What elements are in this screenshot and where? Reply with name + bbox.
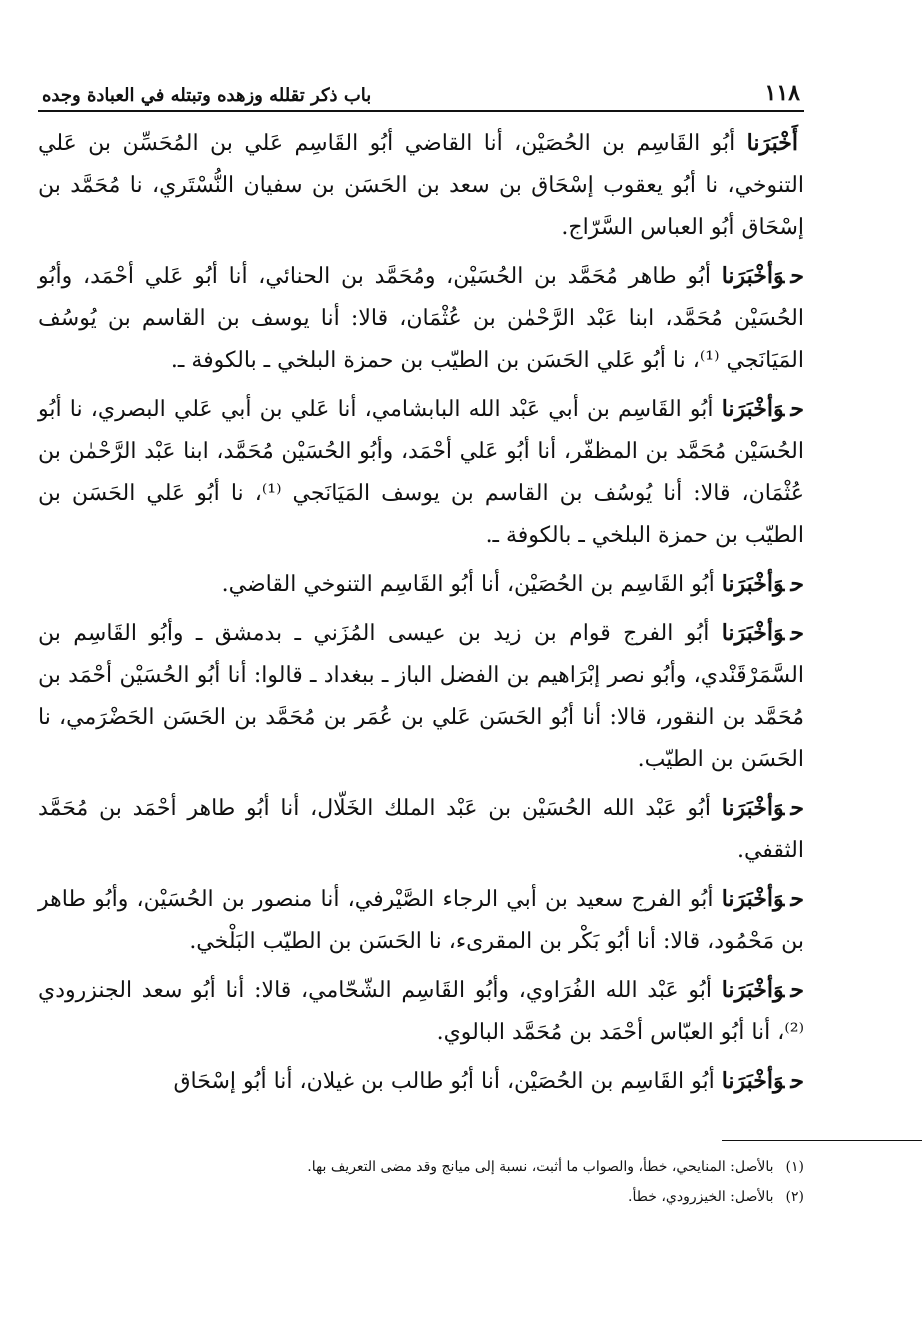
paragraph-text: أبُو الفرج قوام بن زيد بن عيسى المُزَني ـ بدمشق ـ وأبُو القَاسِم بن السَّمَرْقَنْدي، وأبُو نصر إبْرَاهيم بن الفضل الباز ـ ببغداد ـ قالوا: أنا أبُو الحُسَيْن أحْمَد بن مُحَمَّد بن النقور، قالا: أنا أبُو الحَسَن عَلي بن عُمَر بن مُحَمَّد بن الحَسَن الحَضْرَمي، نا الحَسَن بن الطيّب. bbox=[38, 621, 804, 772]
footnote-text: بالأصل: المنايحي، خطأ، والصواب ما أثبت، نسبة إلى ميانج وقد مضى التعريف بها. bbox=[307, 1159, 774, 1175]
akhbarana-keyword: وَأخْبَرَنا bbox=[721, 977, 785, 1003]
footnote-mark: (١) bbox=[785, 1159, 804, 1175]
isnad-paragraph bbox=[38, 787, 804, 872]
isnad-paragraph bbox=[38, 969, 804, 1054]
paragraph-text: أبُو القَاسِم بن الحُصَيْن، أنا أبُو القَاسِم التنوخي القاضي. bbox=[221, 572, 722, 597]
isnad-paragraph bbox=[38, 1060, 804, 1103]
ha-marker: ح bbox=[790, 620, 804, 646]
isnad-paragraph bbox=[38, 563, 804, 606]
footnote-mark: (٢) bbox=[785, 1189, 804, 1205]
isnad-paragraph bbox=[38, 878, 804, 963]
paragraph-text: أبُو عَبْد الله الحُسَيْن بن عَبْد الملك الخَلّال، أنا أبُو طاهر أحْمَد بن مُحَمَّد الثقفي. bbox=[38, 796, 804, 863]
ha-marker: ح bbox=[790, 263, 804, 289]
akhbarana-keyword: وَأخْبَرَنا bbox=[721, 886, 785, 912]
akhbarana-keyword: وَأخْبَرَنا bbox=[721, 263, 785, 289]
akhbarana-keyword: وَأخْبَرَنا bbox=[721, 571, 785, 597]
paragraph-text: أبُو القَاسِم بن الحُصَيْن، أنا أبُو طالب بن غيلان، أنا أبُو إسْحَاق bbox=[173, 1069, 722, 1094]
akhbarana-keyword: وَأخْبَرَنا bbox=[721, 1068, 785, 1094]
paragraph-text: أبُو القَاسِم بن الحُصَيْن، أنا القاضي أبُو القَاسِم عَلي بن المُحَسِّن بن عَلي التنوخي، نا أبُو يعقوب إسْحَاق بن سعد بن الحَسَن بن سفيان النُّسْتَري، نا مُحَمَّد بن إسْحَاق أبُو العباس السَّرّاج. bbox=[38, 131, 804, 240]
paragraph-text: أبُو الفرج سعيد بن أبي الرجاء الصَّيْرفي، أنا منصور بن الحُسَيْن، وأبُو طاهر بن مَحْمُود، قالا: أنا أبُو بَكْر بن المقرىء، نا الحَسَن بن الطيّب البَلْخي. bbox=[38, 887, 804, 954]
paragraph-text: أبُو عَبْد الله الفُرَاوي، وأبُو القَاسِم الشّحّامي، قالا: أنا أبُو سعد الجنزرودي ⁽²⁾، أنا أبُو العبّاس أحْمَد بن مُحَمَّد البالوي. bbox=[38, 978, 804, 1045]
ha-marker: ح bbox=[790, 977, 804, 1003]
footnote bbox=[38, 1182, 804, 1212]
akhbarana-keyword: وَأخْبَرَنا bbox=[721, 396, 785, 422]
ha-marker: ح bbox=[790, 396, 804, 422]
ha-marker: ح bbox=[790, 795, 804, 821]
footnote-text: بالأصل: الخيزرودي، خطأ. bbox=[628, 1189, 774, 1205]
footnote-divider bbox=[722, 1140, 922, 1141]
page-body bbox=[38, 122, 804, 1103]
akhbarana-keyword: وَأخْبَرَنا bbox=[721, 620, 785, 646]
ha-marker: ح bbox=[790, 886, 804, 912]
ha-marker: ح bbox=[790, 1068, 804, 1094]
ha-marker: ح bbox=[790, 571, 804, 597]
isnad-paragraph bbox=[38, 122, 804, 249]
akhbarana-keyword: أَخْبَرَنا bbox=[746, 130, 798, 156]
isnad-paragraph bbox=[38, 255, 804, 382]
page-header bbox=[38, 66, 804, 112]
akhbarana-keyword: وَأخْبَرَنا bbox=[721, 795, 785, 821]
footnote bbox=[38, 1152, 804, 1182]
isnad-paragraph bbox=[38, 612, 804, 781]
paragraph-text: أبُو طاهر مُحَمَّد بن الحُسَيْن، ومُحَمَّد بن الحنائي، أنا أبُو عَلي أحْمَد، وأبُو الحُسَيْن مُحَمَّد، ابنا عَبْد الرَّحْمٰن بن عُثْمَان، قالا: أنا يوسف بن القاسم بن يُوسُف المَيَانَجي ⁽¹⁾، نا أبُو عَلي الحَسَن بن الطيّب بن حمزة البلخي ـ بالكوفة ـ. bbox=[38, 264, 804, 373]
footnotes bbox=[38, 1152, 804, 1212]
running-title: باب ذكر تقلله وزهده وتبتله في العبادة وجده bbox=[42, 85, 372, 106]
page-number: ١١٨ bbox=[764, 80, 800, 106]
isnad-paragraph bbox=[38, 388, 804, 557]
book-page bbox=[38, 66, 804, 1109]
paragraph-text: أبُو القَاسِم بن أبي عَبْد الله البابشامي، أنا عَلي بن أبي عَلي البصري، نا أبُو الحُسَيْن مُحَمَّد بن المظفّر، أنا أبُو عَلي أحْمَد، وأبُو الحُسَيْن مُحَمَّد، ابنا عَبْد الرَّحْمٰن بن عُثْمَان، قالا: أنا يُوسُف بن القاسم بن يوسف المَيَانَجي ⁽¹⁾، نا أبُو عَلي الحَسَن بن الطيّب بن حمزة البلخي ـ بالكوفة ـ. bbox=[38, 397, 804, 548]
